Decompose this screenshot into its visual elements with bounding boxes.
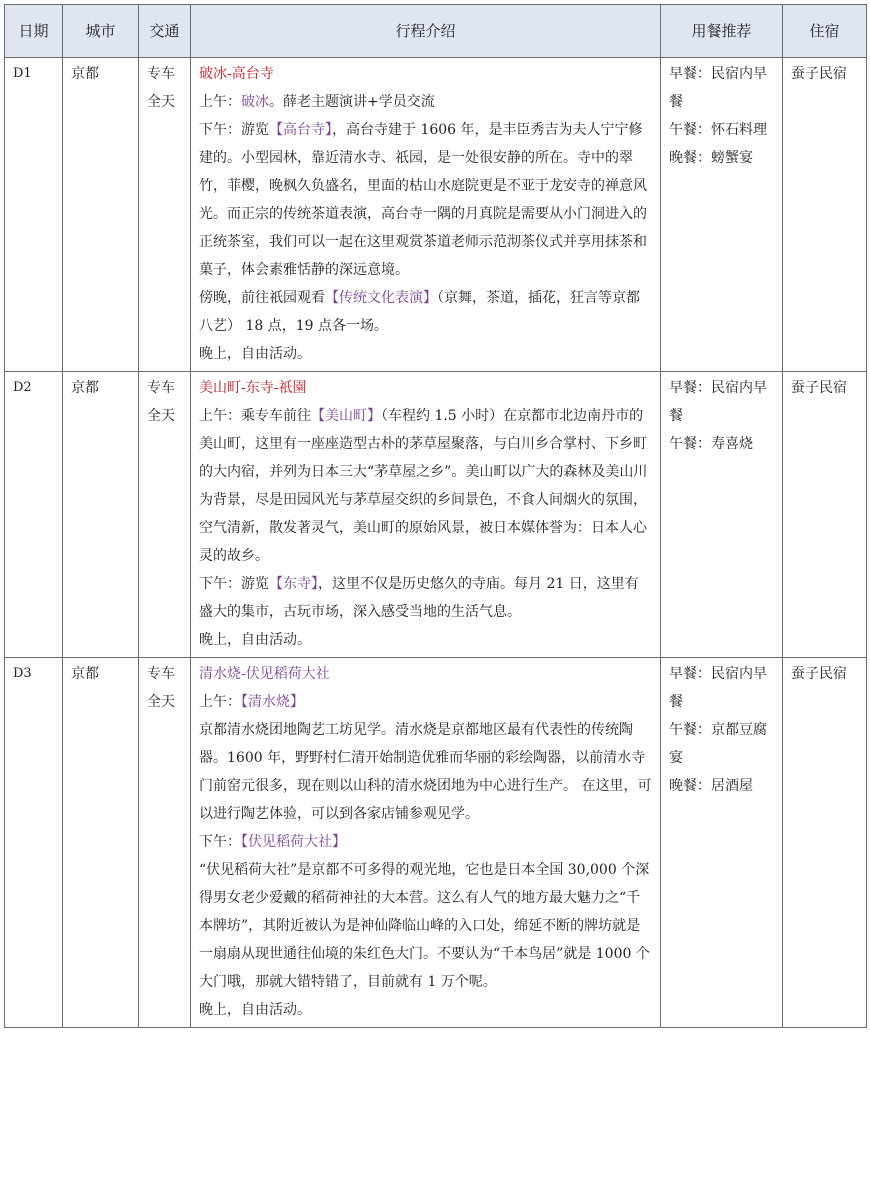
- table-row: [5, 58, 867, 372]
- header-itinerary: 行程介绍: [191, 5, 661, 58]
- meals-cell: 早餐：民宿内早餐 午餐：怀石料理 晚餐：螃蟹宴: [661, 58, 783, 372]
- header-meals: 用餐推荐: [661, 5, 783, 58]
- day-cell: D1: [5, 58, 63, 372]
- table-row: [5, 658, 867, 1028]
- paragraph: “伏见稻荷大社”是京都不可多得的观光地，它也是日本全国 30,000 个深得男女老少爱戴的稻荷神社的大本营。这么有人气的地方最大魅力之“千本牌坊”，其附近被认为是神仙降临山峰的入口处，绵延不断的牌坊就是一扇扇从现世通往仙境的朱红色大门。不要认为“千本鸟居”就是 1000 个大门哦，那就大错特错了，目前就有 1 万个呢。: [199, 862, 650, 990]
- day-title: 清水烧-伏见稻荷大社: [199, 666, 330, 682]
- day-cell: D2: [5, 372, 63, 658]
- day-title: 破冰-高台寺: [199, 66, 274, 82]
- paragraph: 上午：乘专车前往【美山町】（车程约 1.5 小时）在京都市北边南丹市的美山町，这里有一座座造型古朴的茅草屋聚落，与白川乡合掌村、下乡町的大内宿，并列为日本三大“茅草屋之乡”。美山町以广大的森林及美山川为背景，尽是田园风光与茅草屋交织的乡间景色，不食人间烟火的氛围，空气清新，散发著灵气，美山町的原始风景，被日本媒体誉为：日本人心灵的故乡。: [199, 408, 648, 564]
- paragraph: 下午：游览【高台寺】，高台寺建于 1606 年，是丰臣秀吉为夫人宁宁修建的。小型园林，靠近清水寺、祇园，是一处很安静的所在。寺中的翠竹，菲樱，晚枫久负盛名，里面的枯山水庭院更是不亚于龙安寺的禅意风光。而正宗的传统茶道表演，高台寺一隅的月真院是需要从小门洞进入的正统茶室，我们可以一起在这里观赏茶道老师示范沏茶仪式并享用抹茶和菓子，体会素雅恬静的深远意境。: [199, 122, 647, 278]
- paragraph: 傍晚，前往祇园观看【传统文化表演】（京舞，茶道，插花，狂言等京都八艺） 18 点，19 点各一场。: [199, 290, 640, 334]
- header-stay: 住宿: [783, 5, 867, 58]
- paragraph: 晚上，自由活动。: [199, 1002, 311, 1018]
- stay-cell: 蚕子民宿: [783, 58, 867, 372]
- itinerary-cell: [191, 658, 661, 1028]
- paragraph: 下午：游览【东寺】，这里不仅是历史悠久的寺庙。每月 21 日，这里有盛大的集市，古玩市场，深入感受当地的生活气息。: [199, 576, 639, 620]
- itinerary-table: [4, 4, 867, 1028]
- city-cell: 京都: [63, 58, 139, 372]
- paragraph: 下午：【伏见稻荷大社】: [199, 834, 346, 850]
- stay-cell: 蚕子民宿: [783, 372, 867, 658]
- meals-cell: 早餐：民宿内早餐 午餐：寿喜烧: [661, 372, 783, 658]
- header-date: 日期: [5, 5, 63, 58]
- city-cell: 京都: [63, 372, 139, 658]
- transport-cell: 专车 全天: [139, 372, 191, 658]
- day-cell: D3: [5, 658, 63, 1028]
- table-row: [5, 372, 867, 658]
- paragraph: 晚上，自由活动。: [199, 632, 311, 648]
- itinerary-cell: [191, 58, 661, 372]
- paragraph: 晚上，自由活动。: [199, 346, 311, 362]
- paragraph: 上午：破冰。薛老主题演讲+学员交流: [199, 94, 435, 110]
- stay-cell: 蚕子民宿: [783, 658, 867, 1028]
- paragraph: 上午：【清水烧】: [199, 694, 304, 710]
- paragraph: 京都清水烧团地陶艺工坊见学。清水烧是京都地区最有代表性的传统陶器。1600 年，野野村仁清开始制造优雅而华丽的彩绘陶器，以前清水寺门前窑元很多，现在则以山科的清水烧团地为中心进行生产。 在这里，可以进行陶艺体验，可以到各家店铺参观见学。: [199, 722, 652, 822]
- transport-cell: 专车 全天: [139, 58, 191, 372]
- header-transport: 交通: [139, 5, 191, 58]
- city-cell: 京都: [63, 658, 139, 1028]
- transport-cell: 专车 全天: [139, 658, 191, 1028]
- header-row: [5, 5, 867, 58]
- itinerary-cell: [191, 372, 661, 658]
- meals-cell: 早餐：民宿内早餐 午餐：京都豆腐宴 晚餐：居酒屋: [661, 658, 783, 1028]
- header-city: 城市: [63, 5, 139, 58]
- day-title: 美山町-东寺-祇園: [199, 380, 307, 396]
